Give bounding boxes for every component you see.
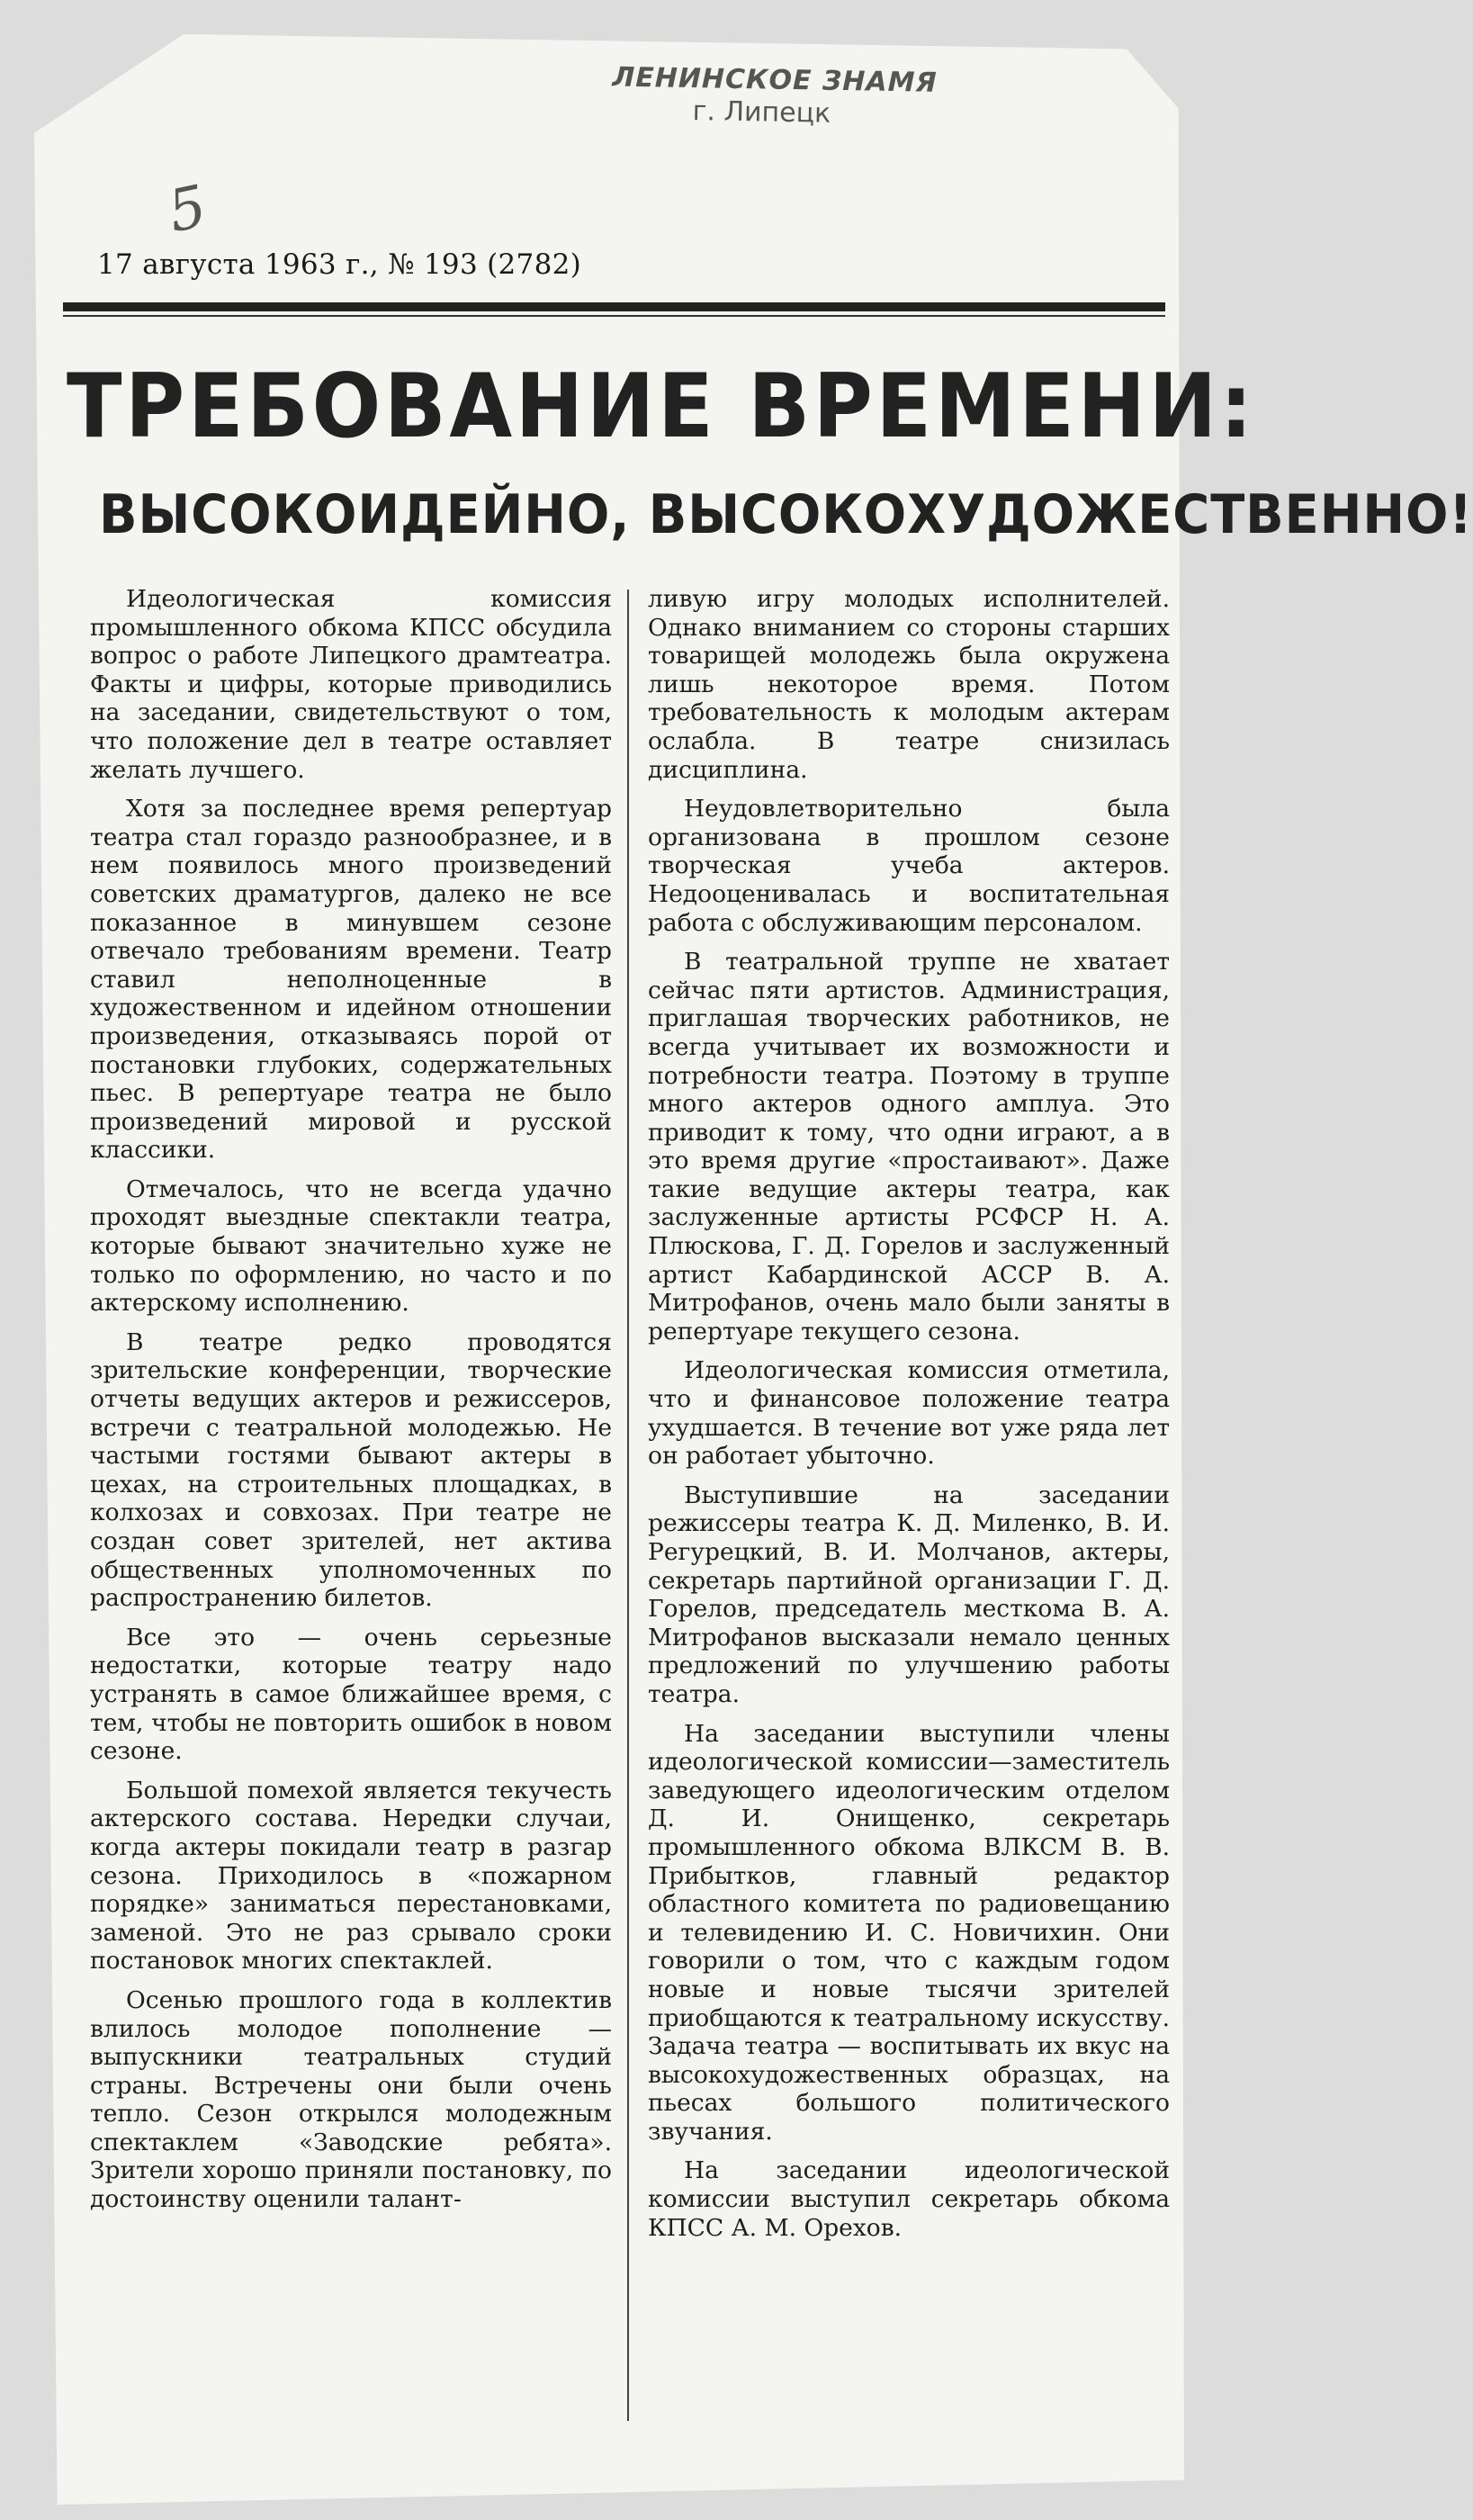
header-rule-thin (63, 315, 1165, 317)
stamp-newspaper-name: ЛЕНИНСКОЕ ЗНАМЯ (612, 61, 938, 99)
library-stamp (611, 62, 972, 133)
paragraph: В театральной труппе не хватает сейчас пяти артистов. Администрация, приглашая творческих работников, не всегда учитывает их возможности и потребности театра. Поэтому в труппе много актеров одного амплуа. Это приводит к тому, что одни играют, а в это время другие «простаивают». Даже такие ведущие актеры театра, как заслуженные артисты РСФСР Н. А. Плюскова, Г. Д. Горелов и заслуженный артист Кабардинской АССР В. А. Митрофанов, очень мало были заняты в репертуаре текущего сезона. (648, 948, 1170, 1346)
paragraph: Большой помехой является текучесть актерского состава. Нередки случаи, когда актеры покидали театр в разгар сезона. Приходилось в «пожарном порядке» заниматься перестановками, заменой. Это не раз срывало сроки постановок многих спектаклей. (90, 1776, 612, 1976)
column-divider (627, 590, 629, 2421)
paragraph: На заседании идеологической комиссии выступил секретарь обкома КПСС А. М. Орехов. (648, 2156, 1170, 2242)
article-column-right (648, 585, 1170, 2253)
paragraph: Отмечалось, что не всегда удачно проходят выездные спектакли театра, которые бывают значительно хуже не только по оформлению, но часто и по актерскому исполнению. (90, 1174, 612, 1318)
paragraph: Идеологическая комиссия отметила, что и финансовое положение театра ухудшается. В течение вот уже ряда лет он работает убыточно. (648, 1356, 1170, 1471)
header-rule (63, 302, 1165, 311)
article-column-left (90, 585, 612, 2225)
handwritten-number: 5 (162, 173, 212, 247)
paragraph: Хотя за последнее время репертуар театра стал гораздо разнообразнее, и в нем появилось много произведений советских драматургов, далеко не все показанное в минувшем сезоне отвечало требованиям времени. Театр ставил неполноценные в художественном и идейном отношении произведения, отказываясь порой от постановки глубоких, содержательных пьес. В репертуаре театра не было произведений мировой и русской классики. (90, 795, 612, 1165)
headline-sub: ВЫСОКОИДЕЙНО, ВЫСОКОХУДОЖЕСТВЕННО! (99, 483, 1473, 546)
paragraph-continuation: ливую игру молодых исполнителей. Однако вниманием со стороны старших товарищей молодежь была окружена лишь некоторое время. Потом требовательность к молодым актерам ослабла. В театре снизилась дисциплина. (648, 585, 1170, 784)
headline-main: ТРЕБОВАНИЕ ВРЕМЕНИ: (67, 356, 1256, 458)
issue-dateline: 17 августа 1963 г., № 193 (2782) (97, 248, 582, 281)
paragraph: В театре редко проводятся зрительские конференции, творческие отчеты ведущих актеров и режиссеров, встречи с театральной молодежью. Не частыми гостями бывают актеры в цехах, на строительных площадках, в колхозах и совхозах. При театре не создан совет зрителей, нет актива общественных уполномоченных по распространению билетов. (90, 1328, 612, 1613)
paragraph: На заседании выступили члены идеологической комиссии—заместитель заведующего идеологическим отделом Д. И. Онищенко, секретарь промышленного обкома ВЛКСМ В. В. Прибытков, главный редактор областного комитета по радиовещанию и телевидению И. С. Новичихин. Они говорили о том, что с каждым годом новые и новые тысячи зрителей приобщаются к театральному искусству. Задача театра — воспитывать их вкус на высокохудожественных образцах, на пьесах большого политического звучания. (648, 1719, 1170, 2146)
stamp-city: г. Липецк (692, 95, 831, 130)
paragraph: Неудовлетворительно была организована в прошлом сезоне творческая учеба актеров. Недооценивалась и воспитательная работа с обслуживающим персоналом. (648, 795, 1170, 937)
paragraph: Осенью прошлого года в коллектив влилось молодое пополнение — выпускники театральных студий страны. Встречены они были очень тепло. Сезон открылся молодежным спектаклем «Заводские ребята». Зрители хорошо приняли постановку, по достоинству оценили талант- (90, 1985, 612, 2214)
paragraph: Выступившие на заседании режиссеры театра К. Д. Миленко, В. И. Регурецкий, В. И. Молчанов, актеры, секретарь партийной организации Г. Д. Горелов, председатель месткома В. А. Митрофанов высказали немало ценных предложений по улучшению работы театра. (648, 1480, 1170, 1708)
paragraph: Все это — очень серьезные недостатки, которые театру надо устранять в самое ближайшее время, с тем, чтобы не повторить ошибок в новом сезоне. (90, 1623, 612, 1766)
paragraph: Идеологическая комиссия промышленного обкома КПСС обсудила вопрос о работе Липецкого драмтеатра. Факты и цифры, которые приводились на заседании, свидетельствуют о том, что положение дел в театре оставляет желать лучшего. (90, 585, 612, 784)
